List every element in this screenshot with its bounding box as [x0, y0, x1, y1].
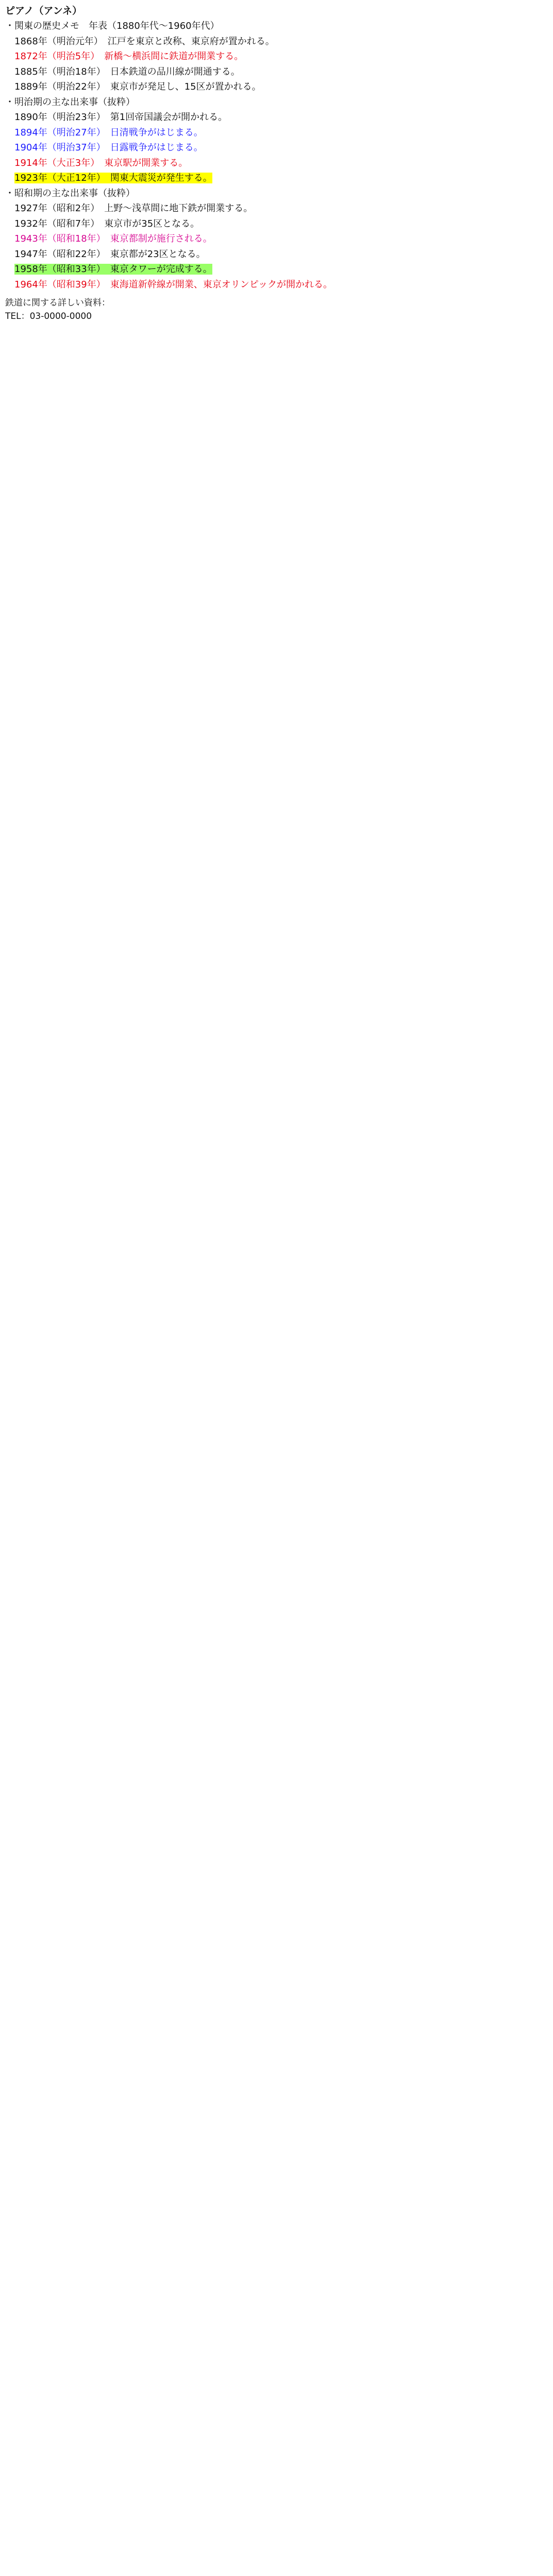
text-segment: 1943年（昭和18年） 東京都制が施行される。	[14, 233, 212, 244]
text-segment: 1964年（昭和39年） 東海道新幹線が開業、東京オリンピックが開かれる。	[14, 279, 332, 290]
text-line	[5, 262, 548, 277]
text-line	[5, 171, 548, 186]
text-line	[5, 140, 548, 156]
text-segment: 1889年（明治22年） 東京市が発足し、15区が置かれる。	[14, 81, 261, 92]
text-line	[5, 156, 548, 171]
text-line	[5, 247, 548, 262]
text-segment: 1894年（明治27年） 日清戦争がはじまる。	[14, 127, 203, 138]
text-segment: 1947年（昭和22年） 東京都が23区となる。	[14, 248, 206, 260]
text-line	[5, 216, 548, 232]
text-segment: 1890年（明治23年） 第1回帝国議会が開かれる。	[14, 112, 228, 123]
text-segment: ・関東の歴史メモ 年表（1880年代〜1960年代）	[5, 21, 220, 31]
text-line	[5, 79, 548, 95]
text-segment: ・明治期の主な出来事（抜粋）	[5, 96, 135, 108]
text-line	[5, 201, 548, 216]
text-segment: 1872年（明治5年） 新橋〜横浜間に鉄道が開業する。	[14, 51, 244, 62]
text-line	[5, 34, 548, 49]
text-segment: 1927年（昭和2年） 上野〜浅草間に地下鉄が開業する。	[14, 203, 253, 214]
text-line	[5, 19, 548, 34]
text-segment: 1904年（明治37年） 日露戦争がはじまる。	[14, 142, 203, 153]
text-segment: 1885年（明治18年） 日本鉄道の品川線が開通する。	[14, 66, 240, 77]
text-segment: 1958年（昭和33年） 東京タワーが完成する。	[14, 264, 212, 275]
text-line	[5, 110, 548, 125]
document-footer	[5, 296, 548, 323]
text-segment: ・昭和期の主な出来事（抜粋）	[5, 188, 135, 199]
text-line	[5, 231, 548, 247]
text-segment: 1914年（大正3年） 東京駅が開業する。	[14, 157, 188, 168]
text-line	[5, 277, 548, 293]
text-line	[5, 95, 548, 110]
text-segment: 1868年（明治元年） 江戸を東京と改称、東京府が置かれる。	[14, 36, 275, 47]
footer-line: 鉄道に関する詳しい資料：	[5, 298, 110, 308]
document-body	[5, 19, 548, 292]
text-segment: 1923年（大正12年） 関東大震災が発生する。	[14, 173, 212, 183]
footer-line: TEL：03-0000-0000	[5, 311, 92, 321]
text-line	[5, 186, 548, 201]
text-segment: 1932年（昭和7年） 東京市が35区となる。	[14, 218, 200, 229]
text-line	[5, 64, 548, 80]
text-line	[5, 125, 548, 141]
document-title: ピアノ（アンネ）	[5, 5, 82, 16]
text-line	[5, 49, 548, 64]
